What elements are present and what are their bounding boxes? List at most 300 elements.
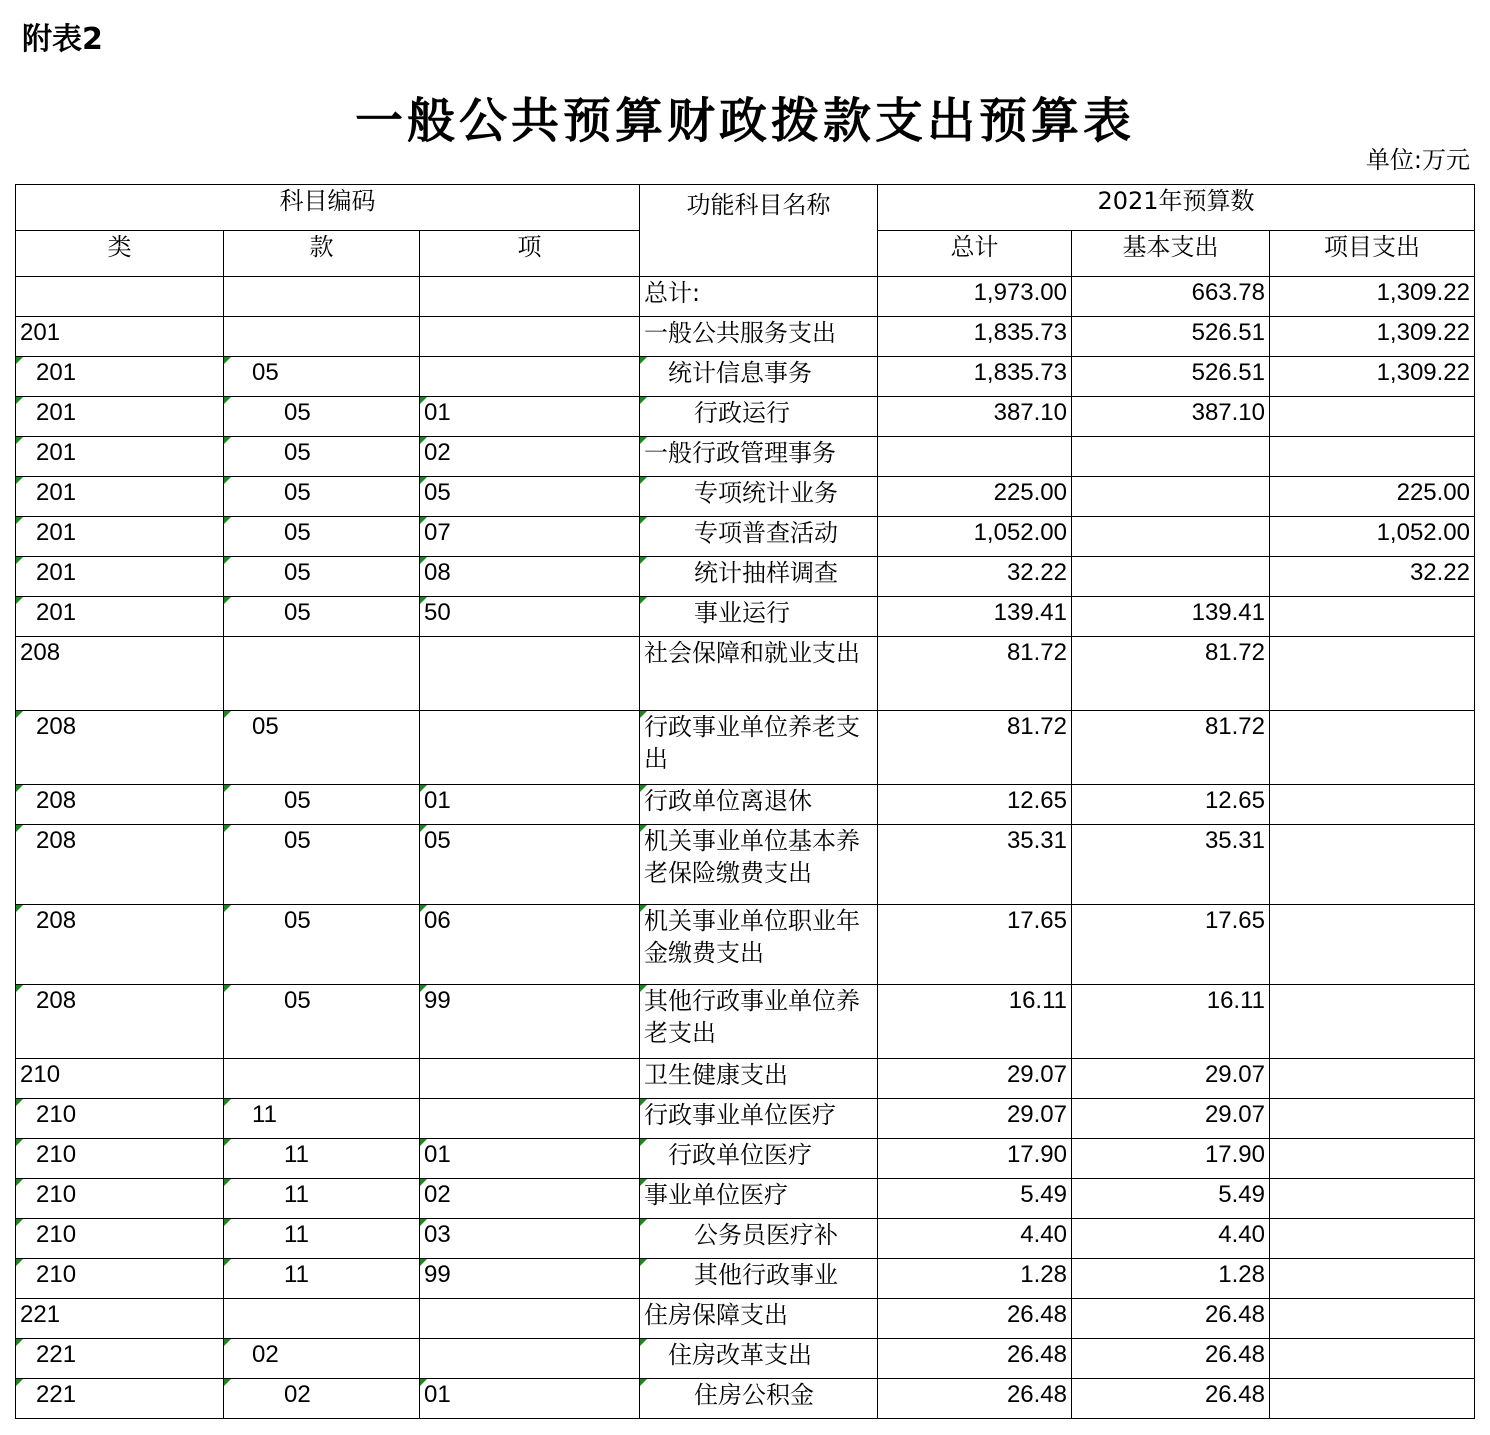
- cell-name-text: 行政运行: [694, 399, 790, 427]
- cell-basic-text: 29.07: [1204, 1061, 1265, 1088]
- cell-total: [878, 597, 1072, 637]
- cell-marker-icon: [224, 905, 231, 912]
- cell-marker-icon: [420, 905, 427, 912]
- cell-basic-text: 26.48: [1204, 1301, 1265, 1328]
- cell-xiang-text: 99: [424, 1261, 451, 1288]
- cell-name-text: 住房公积金: [694, 1381, 814, 1409]
- cell-kuan: [224, 1099, 420, 1139]
- cell-name-text: 统计抽样调查: [694, 559, 838, 587]
- cell-total: [878, 985, 1072, 1059]
- cell-total: [878, 1059, 1072, 1099]
- cell-marker-icon: [640, 905, 647, 912]
- cell-total-text: 29.07: [1006, 1061, 1067, 1088]
- cell-project-text: 32.22: [1409, 559, 1470, 586]
- cell-total-text: 1,835.73: [973, 319, 1067, 346]
- cell-lei: [16, 637, 224, 711]
- cell-xiang-text: 99: [424, 987, 451, 1014]
- table-body: [16, 277, 1475, 1419]
- cell-basic: [1072, 357, 1270, 397]
- cell-marker-icon: [640, 437, 647, 444]
- cell-kuan-text: 05: [284, 479, 311, 506]
- cell-name-text: 行政单位医疗: [668, 1141, 812, 1169]
- cell-xiang: [420, 317, 640, 357]
- cell-total-text: 17.90: [1006, 1141, 1067, 1168]
- cell-project: [1270, 1379, 1475, 1419]
- cell-marker-icon: [640, 1379, 647, 1386]
- cell-total: [878, 277, 1072, 317]
- cell-basic-text: 12.65: [1204, 787, 1265, 814]
- cell-marker-icon: [420, 1259, 427, 1266]
- cell-name-text: 其他行政事业单位养老支出: [644, 987, 860, 1047]
- cell-kuan: [224, 1179, 420, 1219]
- cell-project: [1270, 597, 1475, 637]
- cell-basic-text: 17.65: [1204, 907, 1265, 934]
- cell-name: [640, 597, 878, 637]
- cell-total: [878, 905, 1072, 985]
- cell-basic-text: 35.31: [1204, 827, 1265, 854]
- cell-xiang: [420, 825, 640, 905]
- cell-lei-text: 201: [36, 519, 77, 546]
- cell-basic: [1072, 597, 1270, 637]
- cell-xiang: [420, 277, 640, 317]
- table-row: [16, 317, 1475, 357]
- cell-xiang: [420, 1299, 640, 1339]
- cell-project-text: 1,309.22: [1376, 279, 1470, 306]
- table-row: [16, 437, 1475, 477]
- cell-marker-icon: [16, 597, 23, 604]
- table-row: [16, 825, 1475, 905]
- cell-marker-icon: [640, 711, 647, 718]
- cell-xiang-text: 08: [424, 559, 451, 586]
- header-code-group: 科目编码: [16, 185, 640, 231]
- cell-marker-icon: [16, 1379, 23, 1386]
- cell-total-text: 1,052.00: [973, 519, 1067, 546]
- cell-marker-icon: [16, 437, 23, 444]
- cell-name-text: 行政事业单位医疗: [644, 1101, 836, 1129]
- cell-project: [1270, 825, 1475, 905]
- cell-basic: [1072, 985, 1270, 1059]
- cell-name-text: 住房保障支出: [644, 1301, 788, 1329]
- cell-lei: [16, 1139, 224, 1179]
- cell-kuan-text: 05: [284, 439, 311, 466]
- cell-name: [640, 985, 878, 1059]
- cell-total-text: 139.41: [993, 599, 1067, 626]
- cell-xiang-text: 05: [424, 479, 451, 506]
- cell-basic-text: 29.07: [1204, 1101, 1265, 1128]
- cell-marker-icon: [224, 517, 231, 524]
- cell-basic: [1072, 1099, 1270, 1139]
- cell-lei-text: 208: [36, 987, 77, 1014]
- cell-kuan: [224, 905, 420, 985]
- cell-xiang-text: 07: [424, 519, 451, 546]
- cell-name: [640, 397, 878, 437]
- cell-kuan: [224, 557, 420, 597]
- header-project: 项目支出: [1270, 231, 1475, 277]
- cell-kuan: [224, 517, 420, 557]
- table-row: [16, 517, 1475, 557]
- cell-kuan-text: 11: [284, 1181, 309, 1208]
- cell-basic-text: 5.49: [1218, 1181, 1265, 1208]
- cell-project: [1270, 477, 1475, 517]
- cell-marker-icon: [420, 985, 427, 992]
- cell-basic-text: 16.11: [1206, 987, 1265, 1014]
- cell-total: [878, 557, 1072, 597]
- header-kuan: 款: [224, 231, 420, 277]
- cell-total-text: 32.22: [1006, 559, 1067, 586]
- cell-name-text: 专项普查活动: [694, 519, 838, 547]
- cell-xiang: [420, 1139, 640, 1179]
- cell-xiang: [420, 477, 640, 517]
- cell-marker-icon: [16, 357, 23, 364]
- cell-lei-text: 201: [20, 319, 61, 346]
- cell-total-text: 26.48: [1006, 1301, 1067, 1328]
- cell-name: [640, 517, 878, 557]
- cell-xiang-text: 01: [424, 1141, 451, 1168]
- cell-xiang-text: 05: [424, 827, 451, 854]
- cell-project: [1270, 711, 1475, 785]
- table-row: [16, 905, 1475, 985]
- cell-marker-icon: [16, 557, 23, 564]
- cell-project-text: 1,309.22: [1376, 359, 1470, 386]
- cell-lei: [16, 437, 224, 477]
- cell-name: [640, 825, 878, 905]
- cell-total: [878, 357, 1072, 397]
- cell-marker-icon: [224, 397, 231, 404]
- cell-name: [640, 1259, 878, 1299]
- cell-kuan-text: 05: [284, 827, 311, 854]
- table-row: [16, 1339, 1475, 1379]
- cell-kuan-text: 11: [284, 1221, 309, 1248]
- cell-total-text: 1,835.73: [973, 359, 1067, 386]
- cell-basic-text: 26.48: [1204, 1341, 1265, 1368]
- cell-project: [1270, 437, 1475, 477]
- cell-project-text: 225.00: [1396, 479, 1470, 506]
- cell-xiang-text: 01: [424, 1381, 451, 1408]
- cell-basic: [1072, 317, 1270, 357]
- cell-basic: [1072, 397, 1270, 437]
- cell-name-text: 住房改革支出: [668, 1341, 812, 1369]
- cell-basic-text: 4.40: [1218, 1221, 1265, 1248]
- cell-total: [878, 1179, 1072, 1219]
- annex-label: 附表2: [22, 22, 103, 57]
- cell-total-text: 225.00: [993, 479, 1067, 506]
- cell-marker-icon: [224, 557, 231, 564]
- unit-label: 单位:万元: [1365, 146, 1470, 174]
- cell-basic-text: 17.90: [1204, 1141, 1265, 1168]
- cell-marker-icon: [224, 1139, 231, 1146]
- cell-marker-icon: [224, 1339, 231, 1346]
- cell-xiang: [420, 711, 640, 785]
- table-row: [16, 1259, 1475, 1299]
- cell-lei-text: 210: [36, 1101, 77, 1128]
- cell-name: [640, 1299, 878, 1339]
- cell-lei: [16, 597, 224, 637]
- table-row: [16, 477, 1475, 517]
- cell-kuan: [224, 825, 420, 905]
- cell-xiang-text: 02: [424, 439, 451, 466]
- cell-kuan-text: 05: [284, 559, 311, 586]
- cell-lei: [16, 1339, 224, 1379]
- header-lei: 类: [16, 231, 224, 277]
- cell-marker-icon: [16, 1139, 23, 1146]
- cell-lei-text: 208: [36, 907, 77, 934]
- cell-xiang: [420, 517, 640, 557]
- cell-total: [878, 437, 1072, 477]
- cell-name: [640, 1179, 878, 1219]
- cell-kuan: [224, 277, 420, 317]
- table-row: [16, 785, 1475, 825]
- cell-marker-icon: [640, 1179, 647, 1186]
- cell-marker-icon: [420, 397, 427, 404]
- cell-kuan-text: 02: [284, 1381, 311, 1408]
- cell-project: [1270, 277, 1475, 317]
- cell-total: [878, 1339, 1072, 1379]
- cell-kuan: [224, 1219, 420, 1259]
- cell-kuan: [224, 1339, 420, 1379]
- cell-basic-text: 526.51: [1191, 319, 1265, 346]
- cell-marker-icon: [16, 711, 23, 718]
- cell-total: [878, 477, 1072, 517]
- cell-basic-text: 81.72: [1204, 713, 1265, 740]
- cell-marker-icon: [640, 1259, 647, 1266]
- cell-kuan-text: 11: [284, 1141, 309, 1168]
- cell-name-text: 总计:: [644, 279, 701, 307]
- cell-total-text: 4.40: [1020, 1221, 1067, 1248]
- cell-marker-icon: [640, 985, 647, 992]
- table-row: [16, 985, 1475, 1059]
- cell-name-text: 一般行政管理事务: [644, 439, 836, 467]
- cell-total: [878, 1259, 1072, 1299]
- cell-kuan: [224, 437, 420, 477]
- cell-name: [640, 1139, 878, 1179]
- cell-xiang: [420, 357, 640, 397]
- cell-lei-text: 210: [36, 1221, 77, 1248]
- cell-name-text: 一般公共服务支出: [644, 319, 836, 347]
- cell-marker-icon: [224, 1219, 231, 1226]
- cell-lei: [16, 477, 224, 517]
- cell-xiang: [420, 1099, 640, 1139]
- cell-marker-icon: [224, 437, 231, 444]
- cell-lei-text: 208: [36, 827, 77, 854]
- table-row: [16, 1099, 1475, 1139]
- cell-kuan: [224, 1139, 420, 1179]
- cell-lei: [16, 1219, 224, 1259]
- cell-marker-icon: [224, 597, 231, 604]
- cell-lei-text: 208: [36, 787, 77, 814]
- cell-name-text: 机关事业单位职业年金缴费支出: [644, 907, 860, 967]
- cell-basic: [1072, 1139, 1270, 1179]
- cell-lei-text: 221: [36, 1341, 77, 1368]
- cell-marker-icon: [16, 517, 23, 524]
- cell-total-text: 12.65: [1006, 787, 1067, 814]
- cell-total: [878, 517, 1072, 557]
- cell-lei-text: 210: [36, 1181, 77, 1208]
- cell-kuan: [224, 397, 420, 437]
- cell-lei: [16, 785, 224, 825]
- budget-table: [15, 184, 1475, 1419]
- cell-name-text: 事业运行: [694, 599, 790, 627]
- table-row: [16, 1379, 1475, 1419]
- cell-lei: [16, 1059, 224, 1099]
- cell-name-text: 专项统计业务: [694, 479, 838, 507]
- cell-total: [878, 637, 1072, 711]
- cell-project-text: 1,052.00: [1376, 519, 1470, 546]
- cell-project: [1270, 1299, 1475, 1339]
- cell-basic: [1072, 637, 1270, 711]
- cell-lei: [16, 277, 224, 317]
- cell-total: [878, 1099, 1072, 1139]
- page-title: 一般公共预算财政拨款支出预算表: [354, 93, 1135, 149]
- cell-xiang-text: 01: [424, 399, 451, 426]
- cell-kuan-text: 05: [252, 713, 279, 740]
- cell-marker-icon: [16, 825, 23, 832]
- cell-marker-icon: [224, 785, 231, 792]
- cell-marker-icon: [224, 477, 231, 484]
- cell-project: [1270, 1339, 1475, 1379]
- cell-total: [878, 1379, 1072, 1419]
- cell-kuan: [224, 477, 420, 517]
- cell-basic: [1072, 711, 1270, 785]
- cell-total: [878, 1219, 1072, 1259]
- cell-project: [1270, 517, 1475, 557]
- cell-kuan-text: 02: [252, 1341, 279, 1368]
- table-row: [16, 277, 1475, 317]
- cell-basic: [1072, 1299, 1270, 1339]
- cell-xiang-text: 06: [424, 907, 451, 934]
- cell-xiang: [420, 985, 640, 1059]
- cell-marker-icon: [16, 1219, 23, 1226]
- header-name-col: 功能科目名称: [640, 185, 878, 277]
- table-row: [16, 711, 1475, 785]
- cell-name-text: 机关事业单位基本养老保险缴费支出: [644, 827, 860, 887]
- cell-name: [640, 317, 878, 357]
- cell-basic: [1072, 905, 1270, 985]
- cell-total: [878, 711, 1072, 785]
- cell-kuan-text: 11: [284, 1261, 309, 1288]
- table-row: [16, 1059, 1475, 1099]
- cell-kuan: [224, 317, 420, 357]
- cell-name-text: 公务员医疗补: [694, 1221, 838, 1249]
- cell-lei: [16, 711, 224, 785]
- cell-lei: [16, 1179, 224, 1219]
- cell-kuan: [224, 637, 420, 711]
- cell-marker-icon: [16, 1099, 23, 1106]
- cell-lei-text: 201: [36, 399, 77, 426]
- table-row: [16, 357, 1475, 397]
- cell-total: [878, 397, 1072, 437]
- cell-basic: [1072, 517, 1270, 557]
- cell-total-text: 81.72: [1006, 639, 1067, 666]
- cell-basic-text: 1.28: [1218, 1261, 1265, 1288]
- cell-basic: [1072, 1339, 1270, 1379]
- cell-name-text: 卫生健康支出: [644, 1061, 788, 1089]
- cell-kuan-text: 05: [284, 907, 311, 934]
- cell-basic: [1072, 1059, 1270, 1099]
- cell-lei-text: 208: [36, 713, 77, 740]
- cell-name: [640, 785, 878, 825]
- cell-project: [1270, 357, 1475, 397]
- cell-project: [1270, 905, 1475, 985]
- cell-name: [640, 637, 878, 711]
- cell-marker-icon: [640, 1339, 647, 1346]
- cell-marker-icon: [420, 1179, 427, 1186]
- cell-kuan-text: 05: [284, 519, 311, 546]
- cell-marker-icon: [640, 785, 647, 792]
- cell-name-text: 统计信息事务: [668, 359, 812, 387]
- cell-marker-icon: [16, 397, 23, 404]
- cell-kuan-text: 05: [252, 359, 279, 386]
- cell-marker-icon: [16, 1259, 23, 1266]
- cell-xiang: [420, 785, 640, 825]
- cell-project: [1270, 637, 1475, 711]
- cell-name: [640, 1339, 878, 1379]
- cell-marker-icon: [420, 597, 427, 604]
- cell-xiang-text: 03: [424, 1221, 451, 1248]
- cell-marker-icon: [640, 597, 647, 604]
- cell-lei: [16, 397, 224, 437]
- cell-lei: [16, 1299, 224, 1339]
- cell-total-text: 1,973.00: [973, 279, 1067, 306]
- cell-marker-icon: [420, 437, 427, 444]
- cell-name: [640, 437, 878, 477]
- cell-lei-text: 201: [36, 559, 77, 586]
- cell-marker-icon: [640, 357, 647, 364]
- cell-name: [640, 1059, 878, 1099]
- cell-name-text: 行政单位离退休: [644, 787, 812, 815]
- cell-lei: [16, 557, 224, 597]
- cell-total-text: 29.07: [1006, 1101, 1067, 1128]
- header-budget-group: 2021年预算数: [878, 185, 1475, 231]
- cell-total: [878, 317, 1072, 357]
- cell-xiang: [420, 637, 640, 711]
- cell-kuan-text: 11: [252, 1101, 277, 1128]
- cell-basic-text: 26.48: [1204, 1381, 1265, 1408]
- cell-basic: [1072, 477, 1270, 517]
- cell-project: [1270, 985, 1475, 1059]
- cell-project: [1270, 1259, 1475, 1299]
- cell-basic-text: 139.41: [1191, 599, 1265, 626]
- cell-xiang: [420, 557, 640, 597]
- cell-basic: [1072, 557, 1270, 597]
- cell-kuan: [224, 985, 420, 1059]
- cell-lei: [16, 825, 224, 905]
- cell-basic-text: 663.78: [1191, 279, 1265, 306]
- cell-total-text: 26.48: [1006, 1341, 1067, 1368]
- cell-xiang: [420, 1059, 640, 1099]
- cell-lei-text: 210: [20, 1061, 61, 1088]
- cell-project: [1270, 1059, 1475, 1099]
- cell-lei-text: 221: [36, 1381, 77, 1408]
- table-row: [16, 1179, 1475, 1219]
- cell-total: [878, 825, 1072, 905]
- cell-project: [1270, 1179, 1475, 1219]
- cell-name: [640, 277, 878, 317]
- table-row: [16, 1219, 1475, 1259]
- cell-lei: [16, 1099, 224, 1139]
- cell-lei-text: 210: [36, 1261, 77, 1288]
- cell-lei: [16, 905, 224, 985]
- cell-basic: [1072, 437, 1270, 477]
- cell-name: [640, 557, 878, 597]
- header-row-top: [16, 185, 1475, 231]
- cell-project: [1270, 1219, 1475, 1259]
- cell-kuan: [224, 1259, 420, 1299]
- cell-xiang: [420, 1379, 640, 1419]
- cell-marker-icon: [640, 477, 647, 484]
- cell-lei-text: 221: [20, 1301, 61, 1328]
- cell-kuan-text: 05: [284, 599, 311, 626]
- cell-project-text: 1,309.22: [1376, 319, 1470, 346]
